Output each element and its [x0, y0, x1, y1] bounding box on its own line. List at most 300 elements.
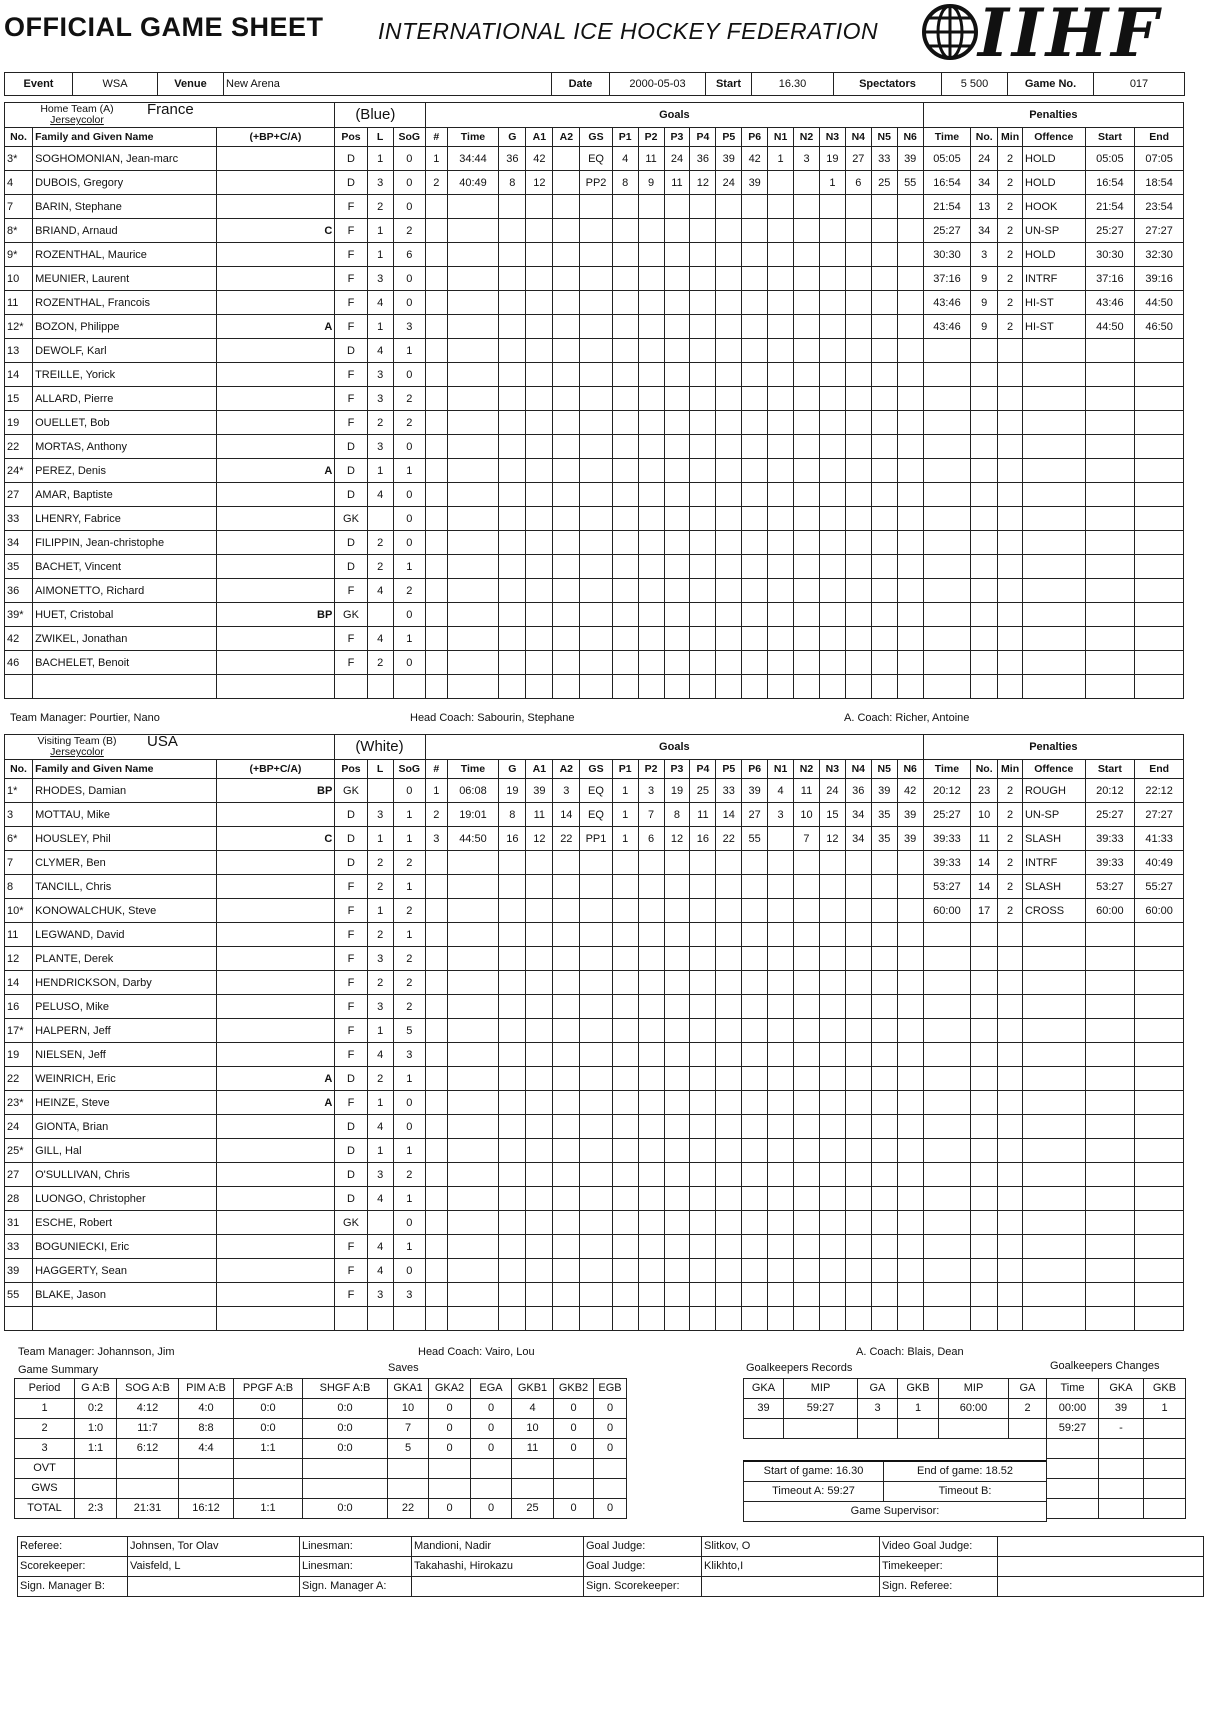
empty-cell [580, 1307, 612, 1331]
player-role [216, 243, 335, 267]
empty-cell [971, 1019, 998, 1043]
empty-cell [690, 387, 716, 411]
player-pos: GK [335, 779, 367, 803]
empty-cell [998, 1043, 1023, 1067]
empty-cell [580, 1187, 612, 1211]
empty-cell [580, 1115, 612, 1139]
gk-records-cell [1009, 1419, 1047, 1439]
empty-cell [425, 1091, 447, 1115]
empty-cell [1135, 651, 1184, 675]
empty-cell [638, 243, 664, 267]
empty-cell [638, 1043, 664, 1067]
player-name: AMAR, Baptiste [33, 483, 217, 507]
empty-cell [794, 627, 820, 651]
empty-cell [499, 1283, 526, 1307]
empty-cell [742, 875, 768, 899]
empty-cell [1085, 995, 1135, 1019]
summary-cell: 0 [471, 1499, 512, 1519]
empty-cell [1135, 971, 1184, 995]
empty-cell [871, 971, 897, 995]
empty-cell [499, 995, 526, 1019]
empty-cell [716, 219, 742, 243]
penalty-cell: 3 [971, 243, 998, 267]
col-header: N2 [794, 128, 820, 147]
empty-cell [845, 1019, 871, 1043]
empty-cell [742, 651, 768, 675]
empty-cell [1022, 995, 1085, 1019]
empty-cell [998, 363, 1023, 387]
player-line: 1 [367, 827, 393, 851]
penalty-cell: HOLD [1023, 147, 1086, 171]
saves-title: Saves [388, 1362, 419, 1374]
empty-cell [612, 627, 638, 651]
player-sog: 1 [393, 555, 425, 579]
date-label: Date [552, 73, 610, 96]
empty-cell [1085, 1067, 1135, 1091]
empty-cell [612, 675, 638, 699]
player-sog: 1 [393, 875, 425, 899]
empty-cell [638, 1187, 664, 1211]
player-line: 1 [367, 1091, 393, 1115]
empty-cell [971, 1115, 998, 1139]
empty-cell [425, 1043, 447, 1067]
empty-cell [923, 1259, 970, 1283]
player-role [216, 1283, 335, 1307]
summary-row [15, 1459, 627, 1479]
summary-cell: 0 [594, 1439, 627, 1459]
empty-cell [794, 899, 820, 923]
empty-cell [845, 995, 871, 1019]
empty-cell [1085, 555, 1135, 579]
sign-scorekeeper-value [702, 1577, 880, 1597]
empty-cell [845, 675, 871, 699]
summary-header: EGA [471, 1379, 512, 1399]
summary-header: EGB [594, 1379, 627, 1399]
empty-cell [998, 531, 1023, 555]
empty-cell [871, 675, 897, 699]
summary-header: GKB2 [554, 1379, 594, 1399]
goal-cell: 27 [742, 803, 768, 827]
penalties-header: Penalties [923, 103, 1183, 128]
empty-cell [897, 1211, 923, 1235]
table-row [5, 923, 1184, 947]
empty-cell [845, 1091, 871, 1115]
empty-cell [794, 579, 820, 603]
summary-cell: 11 [512, 1439, 554, 1459]
penalty-cell: 20:12 [923, 779, 970, 803]
player-name: BACHET, Vincent [33, 555, 217, 579]
empty-cell [1085, 675, 1135, 699]
empty-cell [499, 507, 526, 531]
game-summary-table [14, 1378, 627, 1519]
empty-cell [580, 267, 612, 291]
empty-cell [1023, 411, 1086, 435]
timekeeper-label: Timekeeper: [880, 1557, 998, 1577]
gk-records-cell [939, 1419, 1009, 1439]
player-pos: GK [335, 1211, 367, 1235]
empty-cell [998, 1163, 1023, 1187]
penalty-cell: 37:16 [923, 267, 970, 291]
empty-cell [819, 435, 845, 459]
empty-cell [638, 603, 664, 627]
col-header: SoG [393, 760, 425, 779]
empty-cell [612, 291, 638, 315]
game-times-table [743, 1460, 1047, 1522]
empty-cell [794, 195, 820, 219]
empty-cell [845, 363, 871, 387]
penalty-cell: 16:54 [1085, 171, 1135, 195]
player-pos: D [335, 531, 367, 555]
empty-cell [716, 291, 742, 315]
empty-cell [499, 923, 526, 947]
empty-cell [998, 947, 1023, 971]
empty-cell [425, 459, 447, 483]
empty-cell [742, 291, 768, 315]
empty-cell [998, 1283, 1023, 1307]
empty-cell [447, 851, 499, 875]
empty-cell [716, 459, 742, 483]
empty-cell [553, 651, 580, 675]
empty-cell [499, 363, 526, 387]
empty-cell [393, 1307, 425, 1331]
empty-cell [716, 995, 742, 1019]
player-line: 3 [367, 435, 393, 459]
empty-cell [819, 291, 845, 315]
goal-cell: 36 [845, 779, 871, 803]
gk-changes-row [1047, 1459, 1186, 1479]
player-role: BP [216, 779, 335, 803]
empty-cell [664, 315, 690, 339]
col-header: GS [580, 760, 612, 779]
officials-table [17, 1536, 1204, 1597]
empty-cell [690, 1139, 716, 1163]
empty-cell [526, 411, 553, 435]
empty-cell [1023, 339, 1086, 363]
empty-cell [553, 1187, 580, 1211]
empty-cell [612, 459, 638, 483]
penalty-cell: 2 [998, 875, 1023, 899]
summary-cell: 7 [388, 1419, 429, 1439]
player-role [216, 1115, 335, 1139]
summary-header: PIM A:B [179, 1379, 234, 1399]
empty-cell [664, 459, 690, 483]
empty-cell [425, 875, 447, 899]
empty-cell [690, 627, 716, 651]
head-coach-value: Sabourin, Stephane [477, 712, 575, 724]
summary-cell: 1:1 [75, 1439, 117, 1459]
empty-cell [716, 1043, 742, 1067]
empty-cell [447, 1067, 499, 1091]
home-head-coach [410, 712, 575, 724]
table-row [5, 1283, 1184, 1307]
empty-cell [1022, 1067, 1085, 1091]
player-role [216, 507, 335, 531]
empty-cell [526, 875, 553, 899]
gk-changes-row [1047, 1399, 1186, 1419]
empty-cell [690, 1043, 716, 1067]
empty-cell [998, 483, 1023, 507]
empty-cell [335, 675, 367, 699]
player-name: TANCILL, Chris [33, 875, 217, 899]
empty-cell [425, 851, 447, 875]
sign-referee-label: Sign. Referee: [880, 1577, 998, 1597]
empty-cell [716, 923, 742, 947]
empty-cell [1135, 923, 1184, 947]
empty-cell [845, 1187, 871, 1211]
empty-cell [553, 947, 580, 971]
empty-cell [638, 1067, 664, 1091]
player-role [216, 1235, 335, 1259]
empty-cell [1135, 363, 1184, 387]
empty-cell [447, 507, 499, 531]
table-row [5, 603, 1184, 627]
table-row [5, 651, 1184, 675]
empty-cell [638, 411, 664, 435]
empty-cell [1135, 459, 1184, 483]
player-line: 2 [367, 195, 393, 219]
empty-cell [742, 363, 768, 387]
player-sog: 2 [393, 971, 425, 995]
empty-cell [447, 531, 499, 555]
goal-cell: 44:50 [447, 827, 499, 851]
date-value: 2000-05-03 [610, 73, 706, 96]
empty-cell [526, 579, 553, 603]
empty-cell [998, 995, 1023, 1019]
empty-cell [794, 851, 820, 875]
col-header: N3 [819, 128, 845, 147]
player-pos: GK [335, 507, 367, 531]
empty-cell [526, 1283, 553, 1307]
empty-cell [794, 411, 820, 435]
player-line: 1 [367, 459, 393, 483]
empty-cell [447, 387, 499, 411]
jerseycolor-label: Jerseycolor [50, 114, 104, 126]
empty-cell [690, 1259, 716, 1283]
player-name: LHENRY, Fabrice [33, 507, 217, 531]
col-header: Offence [1022, 760, 1085, 779]
empty-cell [742, 1211, 768, 1235]
empty-cell [971, 1187, 998, 1211]
player-number: 42 [5, 627, 33, 651]
goal-cell: 4 [768, 779, 794, 803]
empty-cell [819, 1019, 845, 1043]
empty-cell [638, 1163, 664, 1187]
player-role: A [216, 459, 335, 483]
empty-cell [923, 579, 970, 603]
empty-cell [447, 899, 499, 923]
table-row [5, 675, 1184, 699]
player-pos: F [335, 411, 367, 435]
empty-cell [580, 315, 612, 339]
empty-cell [819, 1091, 845, 1115]
empty-cell [690, 579, 716, 603]
goal-cell: 2 [425, 171, 447, 195]
empty-cell [425, 995, 447, 1019]
empty-cell [526, 507, 553, 531]
empty-cell [998, 1259, 1023, 1283]
player-number: 19 [5, 1043, 33, 1067]
empty-cell [499, 267, 526, 291]
empty-cell [638, 1235, 664, 1259]
empty-cell [553, 1163, 580, 1187]
empty-cell [580, 459, 612, 483]
empty-cell [216, 675, 335, 699]
goal-judge-label: Goal Judge: [584, 1557, 702, 1577]
empty-cell [897, 195, 923, 219]
empty-cell [923, 1163, 970, 1187]
col-header: N5 [871, 760, 897, 779]
empty-cell [742, 923, 768, 947]
gk-changes-cell: 59:27 [1047, 1419, 1099, 1439]
player-pos: F [335, 1259, 367, 1283]
empty-cell [923, 1019, 970, 1043]
empty-cell [794, 1259, 820, 1283]
empty-cell [526, 531, 553, 555]
empty-cell [819, 1187, 845, 1211]
empty-cell [499, 1115, 526, 1139]
summary-cell: 0:0 [303, 1439, 388, 1459]
summary-header: SHGF A:B [303, 1379, 388, 1399]
penalty-cell: 2 [998, 315, 1023, 339]
table-row [5, 291, 1184, 315]
empty-cell [845, 195, 871, 219]
player-line: 2 [367, 555, 393, 579]
col-header: P6 [742, 760, 768, 779]
player-name: OUELLET, Bob [33, 411, 217, 435]
empty-cell [1022, 971, 1085, 995]
empty-cell [716, 1115, 742, 1139]
empty-cell [871, 555, 897, 579]
empty-cell [923, 387, 970, 411]
player-pos: D [335, 1163, 367, 1187]
goal-cell: 14 [716, 803, 742, 827]
gk-records-cell: 2 [1009, 1399, 1047, 1419]
empty-cell [526, 1211, 553, 1235]
empty-cell [664, 291, 690, 315]
empty-cell [871, 1187, 897, 1211]
goal-cell: 55 [897, 171, 923, 195]
player-name: PELUSO, Mike [33, 995, 217, 1019]
empty-cell [499, 555, 526, 579]
empty-cell [1023, 675, 1086, 699]
table-row [5, 1019, 1184, 1043]
start-value: 16.30 [752, 73, 834, 96]
empty-cell [447, 1091, 499, 1115]
empty-cell [768, 219, 794, 243]
empty-cell [971, 1163, 998, 1187]
penalty-cell: INTRF [1022, 851, 1085, 875]
player-pos: F [335, 219, 367, 243]
empty-cell [897, 875, 923, 899]
summary-cell [594, 1459, 627, 1479]
penalty-cell: 9 [971, 291, 998, 315]
empty-cell [971, 1211, 998, 1235]
penalty-cell: 25:27 [1085, 803, 1135, 827]
empty-cell [845, 603, 871, 627]
player-sog: 1 [393, 339, 425, 363]
empty-cell [447, 603, 499, 627]
player-pos: D [335, 459, 367, 483]
gk-records-row [744, 1419, 1047, 1439]
empty-cell [871, 507, 897, 531]
empty-cell [819, 531, 845, 555]
empty-cell [1022, 1091, 1085, 1115]
empty-cell [447, 1115, 499, 1139]
empty-cell [499, 195, 526, 219]
col-header: A1 [526, 128, 553, 147]
goal-cell: 24 [716, 171, 742, 195]
goal-cell: 1 [612, 779, 638, 803]
empty-cell [690, 1163, 716, 1187]
empty-cell [580, 483, 612, 507]
empty-cell [923, 675, 970, 699]
empty-cell [819, 483, 845, 507]
empty-cell [716, 387, 742, 411]
player-sog: 2 [393, 387, 425, 411]
empty-cell [845, 387, 871, 411]
gk-changes-cell [1047, 1479, 1099, 1499]
empty-cell [897, 923, 923, 947]
empty-cell [425, 531, 447, 555]
empty-cell [971, 651, 998, 675]
empty-cell [425, 923, 447, 947]
col-header: End [1135, 128, 1184, 147]
scorekeeper-label: Scorekeeper: [18, 1557, 128, 1577]
start-of-game-value: 16.30 [835, 1465, 864, 1477]
player-sog: 5 [393, 1019, 425, 1043]
empty-cell [553, 1139, 580, 1163]
home-a-coach [844, 712, 969, 724]
player-role [216, 995, 335, 1019]
empty-cell [553, 603, 580, 627]
player-pos: F [335, 875, 367, 899]
goal-cell: EQ [580, 779, 612, 803]
empty-cell [499, 651, 526, 675]
summary-cell [512, 1479, 554, 1499]
empty-cell [923, 1043, 970, 1067]
empty-cell [1022, 947, 1085, 971]
empty-cell [819, 1235, 845, 1259]
player-name: BOGUNIECKI, Eric [33, 1235, 217, 1259]
empty-cell [897, 339, 923, 363]
empty-cell [819, 555, 845, 579]
empty-cell [871, 899, 897, 923]
event-value: WSA [73, 73, 158, 96]
empty-cell [425, 1115, 447, 1139]
player-number: 13 [5, 339, 33, 363]
empty-cell [871, 243, 897, 267]
empty-cell [871, 291, 897, 315]
goal-cell: 12 [664, 827, 690, 851]
empty-cell [1023, 531, 1086, 555]
goal-cell: 33 [871, 147, 897, 171]
summary-cell: 4 [512, 1399, 554, 1419]
empty-cell [998, 387, 1023, 411]
penalties-header: Penalties [923, 735, 1183, 760]
sign-manager-a-value [412, 1577, 584, 1597]
empty-cell [690, 1187, 716, 1211]
empty-cell [716, 483, 742, 507]
penalty-cell: 55:27 [1135, 875, 1184, 899]
table-row [5, 995, 1184, 1019]
empty-cell [664, 971, 690, 995]
empty-cell [664, 243, 690, 267]
player-pos: F [335, 1283, 367, 1307]
empty-cell [553, 339, 580, 363]
start-of-game-label: Start of game: [763, 1465, 833, 1477]
empty-cell [335, 1307, 367, 1331]
player-number: 39* [5, 603, 33, 627]
